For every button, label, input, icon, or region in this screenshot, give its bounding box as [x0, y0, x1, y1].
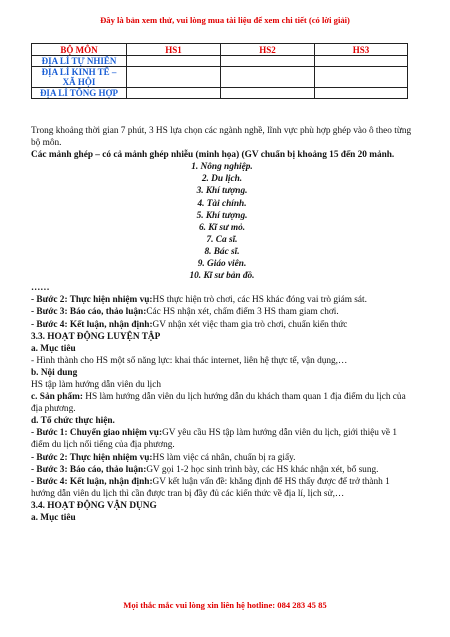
step-label: - Bước 3: Báo cáo, thảo luận: — [31, 307, 147, 318]
table-row — [32, 67, 408, 88]
step-text: GV gọi 1-2 học sinh trình bày, các HS khác nhận xét, bổ sung. — [146, 464, 379, 475]
step-label: - Bước 3: Báo cáo, thảo luận: — [31, 464, 147, 475]
organization-heading: d. Tổ chức thực hiện. — [31, 416, 115, 427]
objective-heading-2: a. Mục tiêu — [31, 513, 76, 523]
table-cell — [221, 56, 315, 67]
content-heading: b. Nội dung — [31, 367, 78, 378]
table-header-hs1: HS1 — [127, 44, 221, 56]
table-cell — [127, 88, 221, 99]
product-text: HS làm hướng dẫn viên du lịch hướng dẫn du khách tham quan 1 địa điểm du lịch của địa phương. — [31, 392, 406, 415]
table-header-hs3: HS3 — [315, 44, 408, 56]
practice-step4-paragraph — [31, 476, 413, 500]
step2-paragraph — [31, 294, 413, 306]
list-item: 1. Nông nghiệp. — [191, 162, 253, 173]
list-item: 9. Giáo viên. — [197, 259, 247, 270]
step-text: HS làm việc cá nhân, chuẩn bị ra giấy. — [152, 452, 296, 463]
step4-paragraph — [31, 319, 413, 331]
table-cell-subject: ĐỊA LÍ TỰ NHIÊN — [32, 56, 127, 67]
table-cell-subject: ĐỊA LÍ TỔNG HỢP — [32, 88, 127, 99]
table-row — [32, 56, 408, 67]
table-cell — [127, 67, 221, 88]
step-text: GV yêu cầu HS tập làm hướng dẫn viên du lịch, giới thiệu về 1 điểm du lịch nổi tiếng của địa phương. — [31, 428, 398, 451]
list-item: 8. Bác sĩ. — [204, 246, 240, 257]
list-item: 2. Du lịch. — [201, 174, 243, 185]
practice-step1-paragraph — [31, 427, 413, 451]
table-row — [32, 88, 408, 99]
step-label: - Bước 4: Kết luận, nhận định: — [31, 319, 153, 330]
step-text: GV nhận xét việc tham gia trò chơi, chuẩn kiến thức — [152, 319, 348, 330]
list-item: 5. Khí tượng. — [196, 210, 248, 221]
pieces-list — [31, 161, 413, 282]
subject-table — [31, 43, 408, 99]
list-item: 3. Khí tượng. — [196, 186, 248, 197]
table-cell-subject: ĐỊA LÍ KINH TẾ – XÃ HỘI — [32, 67, 127, 88]
table-header-subject: BỘ MÔN — [32, 44, 127, 56]
document-body — [31, 125, 413, 524]
step-text: HS thực hiện trò chơi, các HS khác đóng vai trò giám sát. — [152, 295, 367, 306]
objective-heading: a. Mục tiêu — [31, 343, 76, 354]
table-header-row — [32, 44, 408, 56]
product-label: c. Sản phẩm: — [31, 392, 83, 403]
table-header-hs2: HS2 — [221, 44, 315, 56]
product-paragraph — [31, 391, 413, 415]
content-text: HS tập làm hướng dẫn viên du lịch — [31, 379, 162, 390]
section-heading-3-3: 3.3. HOẠT ĐỘNG LUYỆN TẬP — [31, 331, 161, 342]
table-cell — [315, 67, 408, 88]
list-item: 7. Ca sĩ. — [206, 234, 238, 245]
objective-text: - Hình thành cho HS một số năng lực: khai thác internet, liên hệ thực tế, vận dụng,… — [31, 355, 348, 366]
list-item: 10. Kĩ sư bản đồ. — [189, 271, 255, 282]
list-item: 4. Tài chính. — [197, 198, 247, 209]
preview-banner: Đây là bản xem thử, vui lòng mua tài liệu để xem chi tiết (có lời giải) — [100, 15, 350, 25]
table-cell — [127, 56, 221, 67]
table-cell — [315, 88, 408, 99]
pieces-heading: Các mảnh ghép – có cả mảnh ghép nhiễu (minh họa) (GV chuẩn bị khoảng 15 đến 20 mảnh. — [31, 150, 395, 161]
practice-step3-paragraph — [31, 464, 413, 476]
table-cell — [221, 88, 315, 99]
table-cell — [315, 56, 408, 67]
step-label: - Bước 1: Chuyển giao nhiệm vụ: — [31, 428, 163, 439]
step-text: GV kết luận vấn đề: khẳng định để HS thấy được để trở thành 1 hướng dẫn viên du lịch thì cần được tran bị đầy đủ các kiến thức về địa lí, lịch sử,… — [31, 476, 390, 499]
hotline-footer: Mọi thắc mắc vui lòng xin liên hệ hotline: 084 283 45 85 — [123, 600, 327, 610]
table-cell — [221, 67, 315, 88]
section-heading-3-4: 3.4. HOẠT ĐỘNG VẬN DỤNG — [31, 500, 157, 511]
step-label: - Bước 2: Thực hiện nhiệm vụ: — [31, 295, 153, 306]
intro-paragraph: Trong khoảng thời gian 7 phút, 3 HS lựa chọn các ngành nghề, lĩnh vực phù hợp ghép vào ô theo từng bộ môn. — [31, 126, 412, 149]
step-label: - Bước 4: Kết luận, nhận định: — [31, 476, 153, 487]
practice-step2-paragraph — [31, 452, 413, 464]
ellipsis: …… — [31, 283, 50, 294]
step-label: - Bước 2: Thực hiện nhiệm vụ: — [31, 452, 153, 463]
step-text: Các HS nhận xét, chấm điểm 3 HS tham giam chơi. — [146, 307, 339, 318]
list-item: 6. Kĩ sư mỏ. — [198, 222, 246, 233]
step3-paragraph — [31, 306, 413, 318]
